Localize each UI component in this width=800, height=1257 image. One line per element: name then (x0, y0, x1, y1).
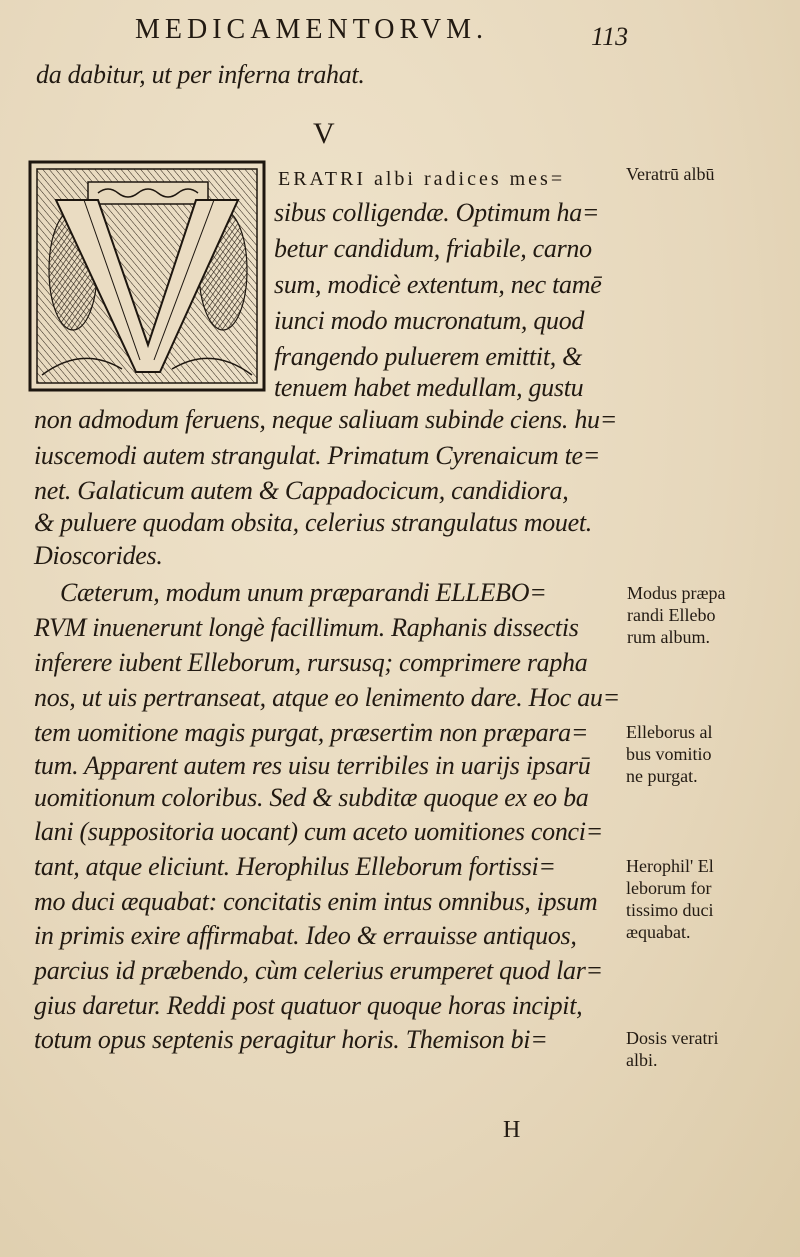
text-line: da dabitur, ut per inferna trahat. (36, 60, 365, 89)
text-line: ERATRI albi radices mes= (278, 168, 566, 190)
text-line: & puluere quodam obsita, celerius strangulatus mouet. (34, 508, 592, 537)
text-line: iunci modo mucronatum, quod (274, 306, 585, 335)
text-line: mo duci æquabat: concitatis enim intus omnibus, ipsum (34, 887, 598, 916)
text-line: sum, modicè extentum, nec tamē (274, 270, 602, 299)
marginal-note: albi. (626, 1050, 658, 1070)
marginal-note: Elleborus al (626, 722, 713, 742)
page-number: 113 (591, 22, 629, 51)
text-line: tenuem habet medullam, gustu (274, 373, 584, 402)
marginal-note: tissimo duci (626, 900, 714, 920)
text-line: non admodum feruens, neque saliuam subinde ciens. hu= (34, 405, 617, 434)
text-line: lani (suppositoria uocant) cum aceto uomitiones conci= (34, 817, 603, 846)
text-line: tant, atque eliciunt. Herophilus Elleborum fortissi= (34, 852, 556, 881)
marginal-note: leborum for (626, 878, 712, 898)
text-line: parcius id præbendo, cùm celerius erumperet quod lar= (34, 956, 603, 985)
text-line: totum opus septenis peragitur horis. Themison bi= (34, 1025, 548, 1054)
text-line: gius daretur. Reddi post quatuor quoque horas incipit, (34, 991, 583, 1020)
text-line: betur candidum, friabile, carno (274, 234, 592, 263)
text-line: in primis exire affirmabat. Ideo & errauisse antiquos, (34, 921, 577, 950)
text-line: inferere iubent Elleborum, rursusq; comprimere rapha (34, 648, 588, 677)
marginal-note: Herophil' El (626, 856, 714, 876)
marginal-note: Dosis veratri (626, 1028, 719, 1048)
running-title: MEDICAMENTORVM. (135, 14, 489, 45)
text-line: Dioscorides. (34, 541, 163, 570)
marginal-note: Modus præpa (627, 583, 726, 603)
text-line: tem uomitione magis purgat, præsertim non præpara= (34, 718, 589, 747)
text-line: frangendo puluerem emittit, & (274, 342, 583, 371)
signature-mark: H (503, 1117, 521, 1143)
text-line: RVM inuenerunt longè facillimum. Raphanis dissectis (34, 613, 579, 642)
text-line: tum. Apparent autem res uisu terribiles in uarijs ipsarū (34, 751, 591, 780)
marginal-note: rum album. (627, 627, 710, 647)
decorated-initial-V (28, 160, 266, 392)
chapter-letter: V (313, 117, 335, 150)
marginal-note: Veratrū albū (626, 164, 715, 184)
text-line: iuscemodi autem strangulat. Primatum Cyrenaicum te= (34, 441, 600, 470)
text-line: uomitionum coloribus. Sed & subditæ quoque ex eo ba (34, 783, 589, 812)
marginal-note: randi Ellebo (627, 605, 716, 625)
marginal-note: æquabat. (626, 922, 691, 942)
text-line: net. Galaticum autem & Cappadocicum, candidiora, (34, 476, 569, 505)
marginal-note: bus vomitio (626, 744, 712, 764)
text-line: sibus colligendæ. Optimum ha= (274, 198, 600, 227)
marginal-note: ne purgat. (626, 766, 698, 786)
text-line: nos, ut uis pertranseat, atque eo lenimento dare. Hoc au= (34, 683, 620, 712)
text-line: Cæterum, modum unum præparandi ELLEBO= (60, 578, 547, 607)
